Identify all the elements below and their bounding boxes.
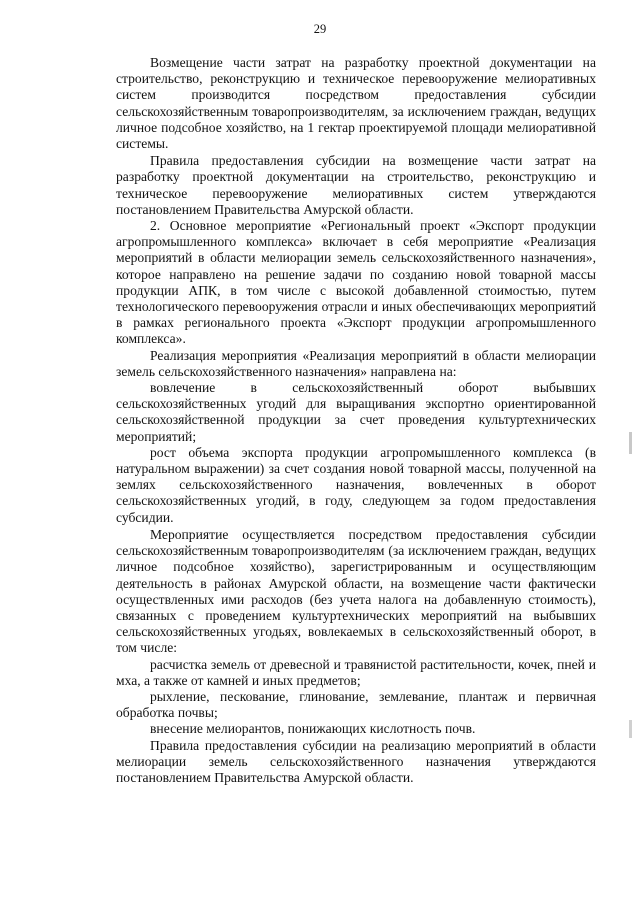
paragraph: расчистка земель от древесной и травянистой растительности, кочек, пней и мха, а также от камней и иных предметов; [116, 656, 596, 688]
paragraph: Правила предоставления субсидии на реализацию мероприятий в области мелиорации земель сельскохозяйственного назначения утверждаются постановлением Правительства Амурской области. [116, 737, 596, 785]
document-body [116, 55, 596, 786]
page-number: 29 [313, 22, 327, 36]
scan-edge-mark [629, 432, 632, 454]
paragraph: вовлечение в сельскохозяйственный оборот выбывших сельскохозяйственных угодий для выращивания экспортно ориентированной сельскохозяйственной продукции за счет проведения культуртехнических мероприятий; [116, 380, 596, 444]
scan-edge-mark [629, 720, 632, 738]
paragraph: 2. Основное мероприятие «Региональный проект «Экспорт продукции агропромышленного комплекса» включает в себя мероприятие «Реализация мероприятий в области мелиорации земель сельскохозяйственного назначения», которое направлено на решение задачи по созданию новой товарной массы продукции АПК, в том числе с высокой добавленной стоимостью, путем технологического перевооружения отрасли и иных обеспечивающих мероприятий в рамках регионального проекта «Экспорт продукции агропромышленного комплекса». [116, 218, 596, 347]
paragraph: Правила предоставления субсидии на возмещение части затрат на разработку проектной документации на строительство, реконструкцию и техническое перевооружение мелиоративных систем утверждаются постановлением Правительства Амурской области. [116, 153, 596, 217]
paragraph: рыхление, пескование, глинование, землевание, плантаж и первичная обработка почвы; [116, 688, 596, 721]
paragraph: Реализация мероприятия «Реализация мероприятий в области мелиорации земель сельскохозяйственного назначения» направлена на: [116, 347, 596, 379]
paragraph: рост объема экспорта продукции агропромышленного комплекса (в натуральном выражении) за счет создания новой товарной массы, полученной на землях сельскохозяйственного назначения, вовлеченных в оборот сельскохозяйственных угодий, в году, следующем за годом предоставления субсидии. [116, 444, 596, 525]
paragraph: Мероприятие осуществляется посредством предоставления субсидии сельскохозяйственным товаропроизводителям (за исключением граждан, ведущих личное подсобное хозяйство), зарегистрированным и осуществляющим деятельность в районах Амурской области, на возмещение части фактически осуществленных ими расходов (без учета налога на добавленную стоимость), связанных с проведением культуртехнических мероприятий на выбывших сельскохозяйственных угодьях, вовлекаемых в сельскохозяйственный оборот, в том числе: [116, 526, 596, 656]
paragraph: Возмещение части затрат на разработку проектной документации на строительство, реконструкцию и техническое перевооружение мелиоративных систем производится посредством предоставления субсидии сельскохозяйственным товаропроизводителям, за исключением граждан, ведущих личное подсобное хозяйство, на 1 гектар проектируемой площади мелиоративной системы. [116, 55, 596, 152]
paragraph: внесение мелиорантов, понижающих кислотность почв. [150, 721, 476, 737]
